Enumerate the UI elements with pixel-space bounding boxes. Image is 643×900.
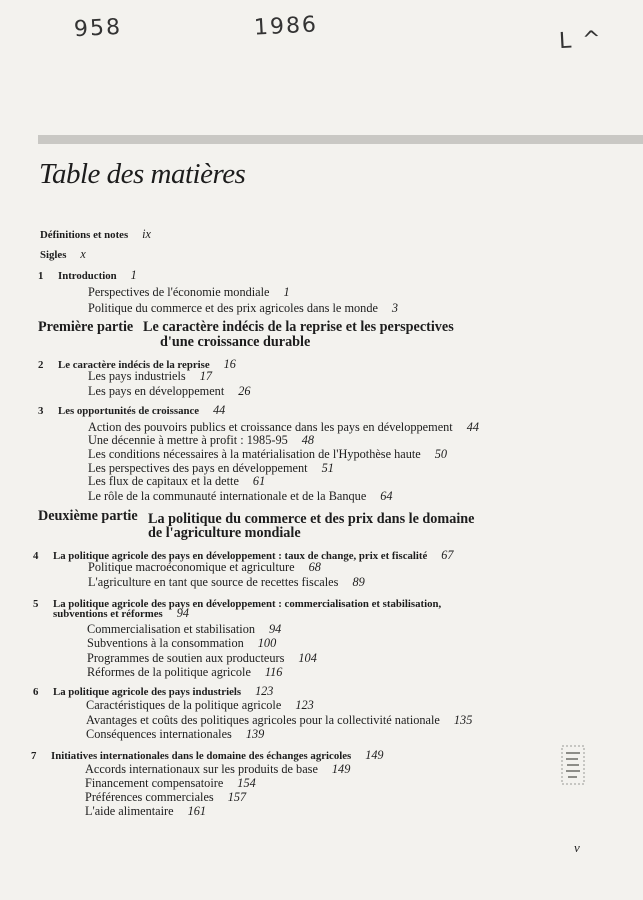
toc-item: Conséquences internationales 139 xyxy=(86,727,265,741)
toc-item: Réformes de la politique agricole 116 xyxy=(87,665,283,679)
toc-entry-sigles: Sigles x xyxy=(40,247,86,261)
part-two-title-line1: La politique du commerce et des prix dans le domaine xyxy=(148,511,475,527)
toc-item: Commercialisation et stabilisation 94 xyxy=(87,622,282,636)
toc-chapter-5-cont: subventions et réformes 94 xyxy=(53,606,189,620)
toc-item: Perspectives de l'économie mondiale 1 xyxy=(88,285,290,299)
part-one-label: Première partie xyxy=(38,319,134,335)
toc-item: L'aide alimentaire 161 xyxy=(85,804,207,818)
toc-item: Les conditions nécessaires à la matérialisation de l'Hypothèse haute 50 xyxy=(88,447,448,461)
toc-chapter-3: 3 Les opportunités de croissance 44 xyxy=(38,403,226,417)
toc-item: Les flux de capitaux et la dette 61 xyxy=(88,474,266,488)
header-rule xyxy=(38,135,643,144)
page-title: Table des matières xyxy=(39,158,246,190)
toc-chapter-4: 4 La politique agricole des pays en développement : taux de change, prix et fiscalité 67 xyxy=(33,548,454,562)
toc-item: Le rôle de la communauté internationale et de la Banque 64 xyxy=(88,489,393,503)
handwritten-number: 958 xyxy=(73,14,123,43)
toc-item: Les perspectives des pays en développement 51 xyxy=(88,461,334,475)
handwritten-mark: L ^ xyxy=(558,26,604,55)
toc-chapter-5: 5 La politique agricole des pays en développement : commercialisation et stabilisation, xyxy=(33,598,442,610)
toc-item: L'agriculture en tant que source de recettes fiscales 89 xyxy=(88,575,365,589)
toc-item: Action des pouvoirs publics et croissance dans les pays en développement 44 xyxy=(88,420,480,434)
toc-item: Préférences commerciales 157 xyxy=(85,790,247,804)
toc-item: Subventions à la consommation 100 xyxy=(87,636,277,650)
toc-chapter-2: 2 Le caractère indécis de la reprise 16 xyxy=(38,357,236,371)
toc-item: Programmes de soutien aux producteurs 104 xyxy=(87,651,317,665)
toc-item: Une décennie à mettre à profit : 1985-95 48 xyxy=(88,433,315,447)
toc-item: Accords internationaux sur les produits de base 149 xyxy=(85,762,351,776)
toc-item: Les pays en développement 26 xyxy=(88,384,251,398)
part-one-title-line1: Le caractère indécis de la reprise et les perspectives xyxy=(143,319,454,335)
part-two-label: Deuxième partie xyxy=(38,508,138,524)
toc-entry-definitions: Définitions et notes ix xyxy=(40,227,151,241)
toc-chapter-1: 1 Introduction 1 xyxy=(38,268,137,282)
part-two-title-line2: de l'agriculture mondiale xyxy=(148,525,301,541)
toc-item: Politique macroéconomique et agriculture 68 xyxy=(88,560,321,574)
page-number: v xyxy=(574,840,580,855)
part-one-title-line2: d'une croissance durable xyxy=(160,334,311,350)
toc-chapter-7: 7 Initiatives internationales dans le domaine des échanges agricoles 149 xyxy=(31,748,384,762)
toc-chapter-6: 6 La politique agricole des pays industriels 123 xyxy=(33,684,274,698)
toc-item: Avantages et coûts des politiques agricoles pour la collectivité nationale 135 xyxy=(86,713,473,727)
toc-item: Financement compensatoire 154 xyxy=(85,776,256,790)
toc-item: Les pays industriels 17 xyxy=(88,369,212,383)
toc-item: Caractéristiques de la politique agricole 123 xyxy=(86,698,314,712)
handwritten-year: 1986 xyxy=(253,12,319,41)
toc-item: Politique du commerce et des prix agricoles dans le monde 3 xyxy=(88,301,399,315)
library-stamp-icon xyxy=(561,745,585,785)
